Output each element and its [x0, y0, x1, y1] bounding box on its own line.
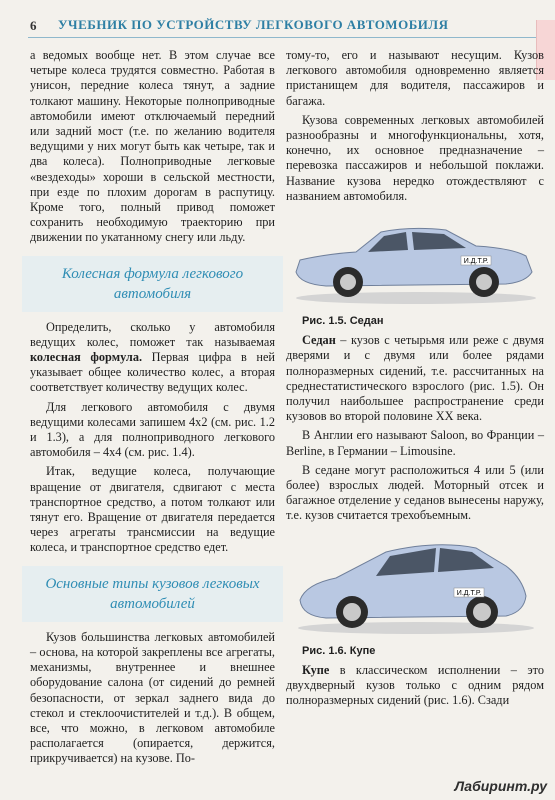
paragraph: тому-то, его и называют несущим. Кузов легкового автомобиля одновременно является пристанищем для водителя, пассажиров и багажа. — [286, 48, 544, 108]
page-header — [0, 0, 555, 40]
text-run: – кузов с четырьмя или реже с двумя дверями и с двумя или более рядами полноразмерных сидений, т.е. рассчитанных на среднестатистического взрослого (рис. 1.5). Он получил наибольшее распространение среди кузовов во второй половине XX века. — [286, 333, 544, 424]
coupe-illustration — [286, 530, 544, 640]
term-coupe: Купе — [302, 662, 330, 677]
left-column — [30, 48, 275, 767]
paragraph: В седане могут расположиться 4 или 5 (или более) взрослых людей. Моторный отсек и багажное отделение у седанов вынесены наружу, т.е. кузов считается трехобъемным. — [286, 462, 544, 523]
caption-sedan: Рис. 1.5. Седан — [302, 315, 384, 328]
section-heading-body-types: Основные типы кузовов легковых автомобилей — [22, 566, 283, 622]
text-run: в классическом исполнении – это двухдверный кузов только с одним рядом полноразмерных сидений (рис. 1.6). Сзади — [286, 662, 544, 708]
paragraph: а ведомых вообще нет. В этом случае все четыре колеса трудятся совместно. Работая в унисон, передние колеса тянут, а задние толкают машину. Некоторые полноприводные автомобили имеют отключаемый передний или задний мост (т.е. по желанию водителя ведущими у них могут быть как четыре, так и два колеса). Полноприводные легковые «вездеходы» хороши в сельской местности, при езде по плохим дорогам в распутицу. Кроме того, полный привод поможет сохранить необходимую траекторию при движении по укатанному снегу или льду. — [30, 48, 275, 245]
section-heading-wheel-formula: Колесная формула легкового автомобиля — [22, 256, 283, 312]
plate-text: И.Д.Т.Р. — [463, 258, 489, 266]
sedan-illustration — [286, 210, 544, 310]
watermark: Лабиринт.ру — [454, 778, 547, 794]
paragraph — [286, 663, 544, 709]
running-title: УЧЕБНИК ПО УСТРОЙСТВУ ЛЕГКОВОГО АВТОМОБИЛЯ — [58, 17, 449, 32]
paragraph: Для легкового автомобиля с двумя ведущими колесами запишем 4х2 (см. рис. 1.2 и 1.3), а для полноприводного легкового автомобиля – 4х4 (см. рис. 1.4). — [30, 399, 275, 460]
page-number: 6 — [30, 18, 37, 33]
figure-sedan — [286, 210, 544, 310]
caption-coupe: Рис. 1.6. Купе — [302, 644, 376, 657]
paragraph — [286, 333, 544, 424]
term-wheel-formula: колесная формула. — [30, 350, 143, 365]
figure-coupe — [286, 530, 544, 640]
term-sedan: Седан — [302, 333, 336, 348]
header-rule — [28, 37, 548, 38]
text-run: Первая цифра в ней указывает общее количество колес, а вторая соответствует количеству ведущих колес. — [30, 350, 275, 395]
paragraph: Итак, ведущие колеса, получающие вращение от двигателя, сдвигают с места транспортное средство, а потом толкают или тянут его. Вращение от двигателя передается через агрегаты трансмиссии на ведущие колеса, и транспортное средство едет. — [30, 464, 275, 555]
paragraph — [30, 320, 275, 396]
text-run: Определить, сколько у автомобиля ведущих колес, поможет так называемая — [30, 319, 275, 349]
paragraph: Кузова современных легковых автомобилей разнообразны и многофункциональны, хотя, конечно, их основное предназначение – перевозка пассажиров и небольшой поклажи. Название кузова нередко отождествляют с названием автомобиля. — [286, 112, 544, 203]
paragraph: Кузов большинства легковых автомобилей – основа, на которой закреплены все агрегаты, механизмы, внутреннее и внешнее оборудование салона (от сидений до ремней безопасности, от зеркал заднего вида до стекол и стеклоочистителей и т.д.). В общем, все, что можно, в легковом автомобиле располагается (опирается, держится, прикручивается) на кузове. По- — [30, 629, 275, 766]
right-column — [286, 48, 544, 708]
paragraph: В Англии его называют Saloon, во Франции – Berline, в Германии – Limousine. — [286, 428, 544, 458]
plate-text: И.Д.Т.Р. — [456, 589, 482, 597]
